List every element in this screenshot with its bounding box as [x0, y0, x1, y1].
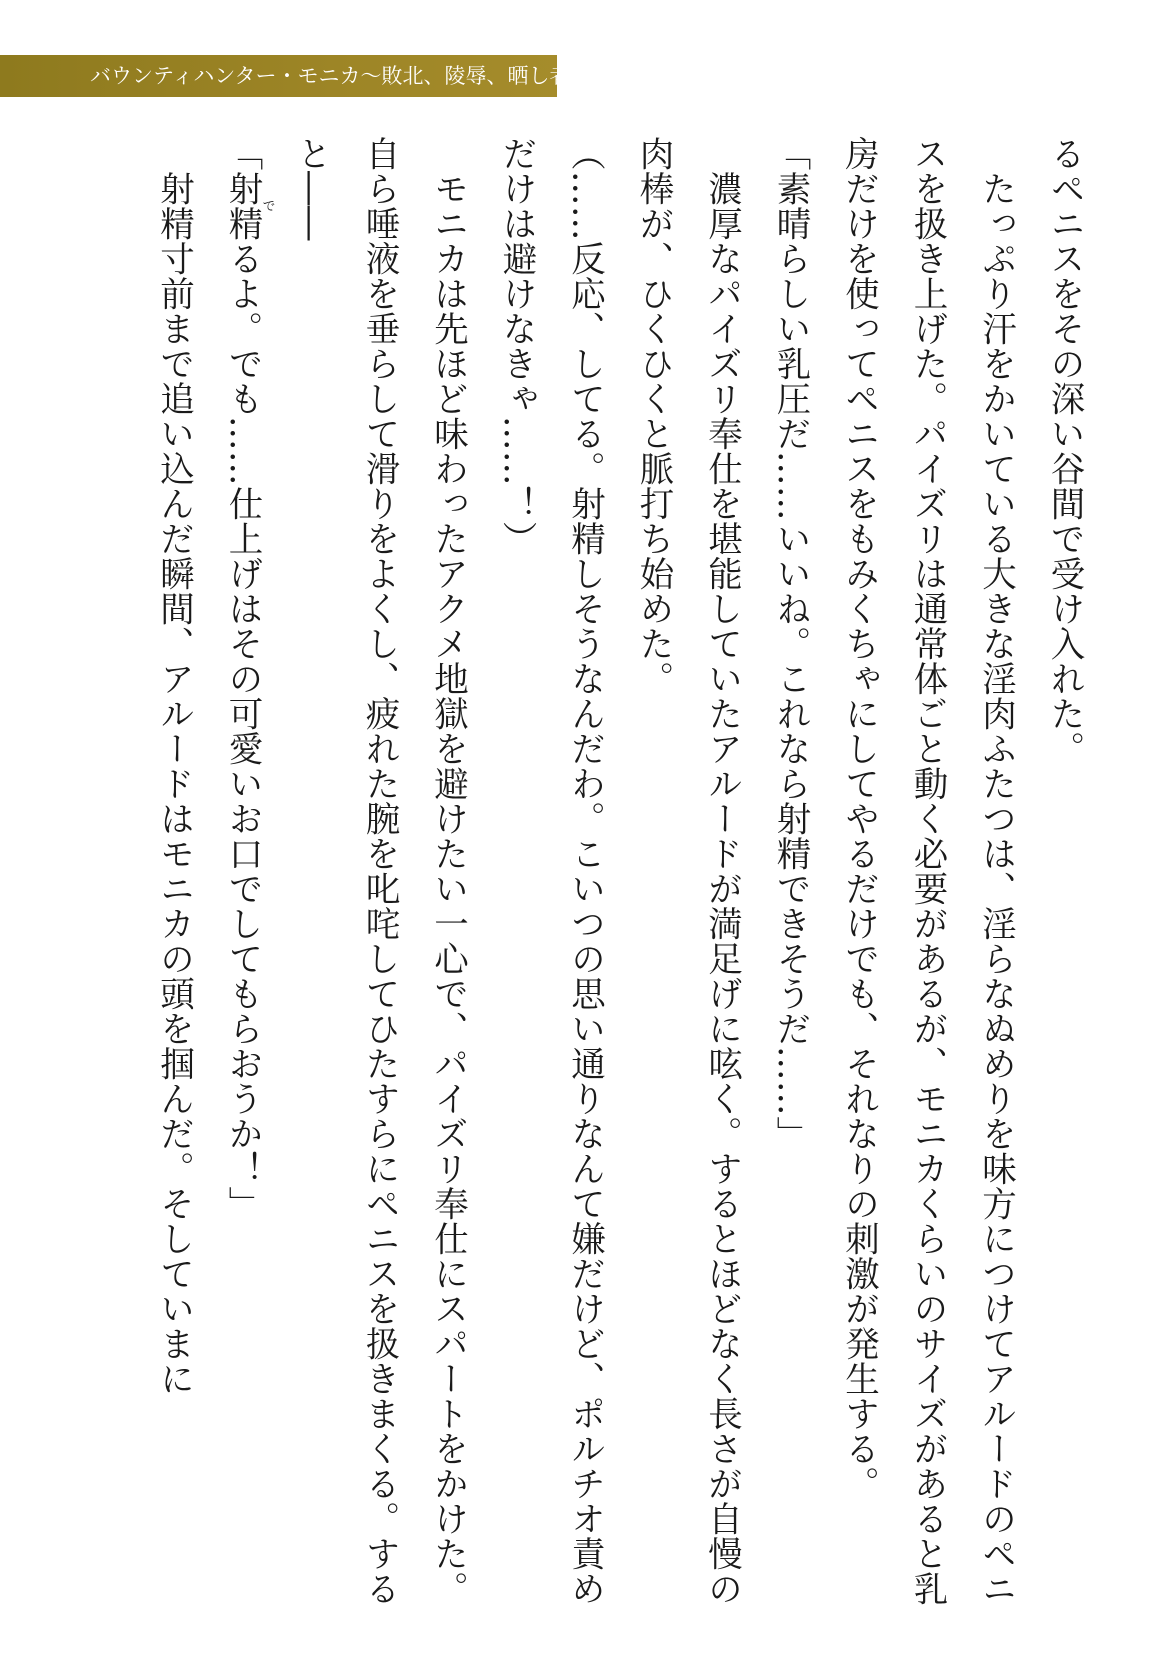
paragraph-2: たっぷり汗をかいている大きな淫肉ふたつは、淫らなぬめりを味方につけてアルードのペニスを扱き上げた。パイズリは通常体ごと動く必要があるが、モニカくらいのサイズがあると乳房だけを使ってペニスをもみくちゃにしてやるだけでも、それなりの刺激が発生する。	[838, 136, 1016, 1606]
ruby-base: 射精	[222, 171, 262, 241]
paragraph-6: モニカは先ほど味わったアクメ地獄を避けたい一心で、パイズリ奉仕にスパートをかけた。自ら唾液を垂らして滑りをよくし、疲れた腕を叱咤してひたすらにペニスを扱きまくる。すると――	[290, 136, 468, 1606]
paragraph-3: 「素晴らしい乳圧だ……いいね。これなら射精できそうだ……」	[770, 136, 810, 1151]
paragraph-5: （……反応、してる。射精しそうなんだわ。こいつの思い通りなんて嫌だけど、ポルチオ責めだけは避けなきゃ……！）	[496, 136, 605, 1606]
vertical-body-text	[88, 136, 1098, 1606]
paragraph-7-rest: るよ。でも……仕上げはその可愛いお口でしてもらおうか！」	[222, 241, 262, 1221]
book-title-header: バウンティハンター・モニカ〜敗北、陵辱、晒し者〜	[90, 64, 592, 88]
ruby-reading: で	[259, 171, 275, 241]
paragraph-4: 濃厚なパイズリ奉仕を堪能していたアルードが満足げに呟く。するとほどなく長さが自慢の肉棒が、ひくひくと脈打ち始めた。	[633, 136, 742, 1606]
paragraph-7-with-ruby: 「射精でるよ。でも……仕上げはその可愛いお口でしてもらおうか！」	[222, 136, 275, 1221]
ruby-annotation	[222, 171, 275, 241]
paragraph-1: るペニスをその深い谷間で受け入れた。	[1044, 136, 1084, 766]
paragraph-8: 射精寸前まで追い込んだ瞬間、アルードはモニカの頭を掴んだ。そしていまに	[153, 136, 194, 1396]
